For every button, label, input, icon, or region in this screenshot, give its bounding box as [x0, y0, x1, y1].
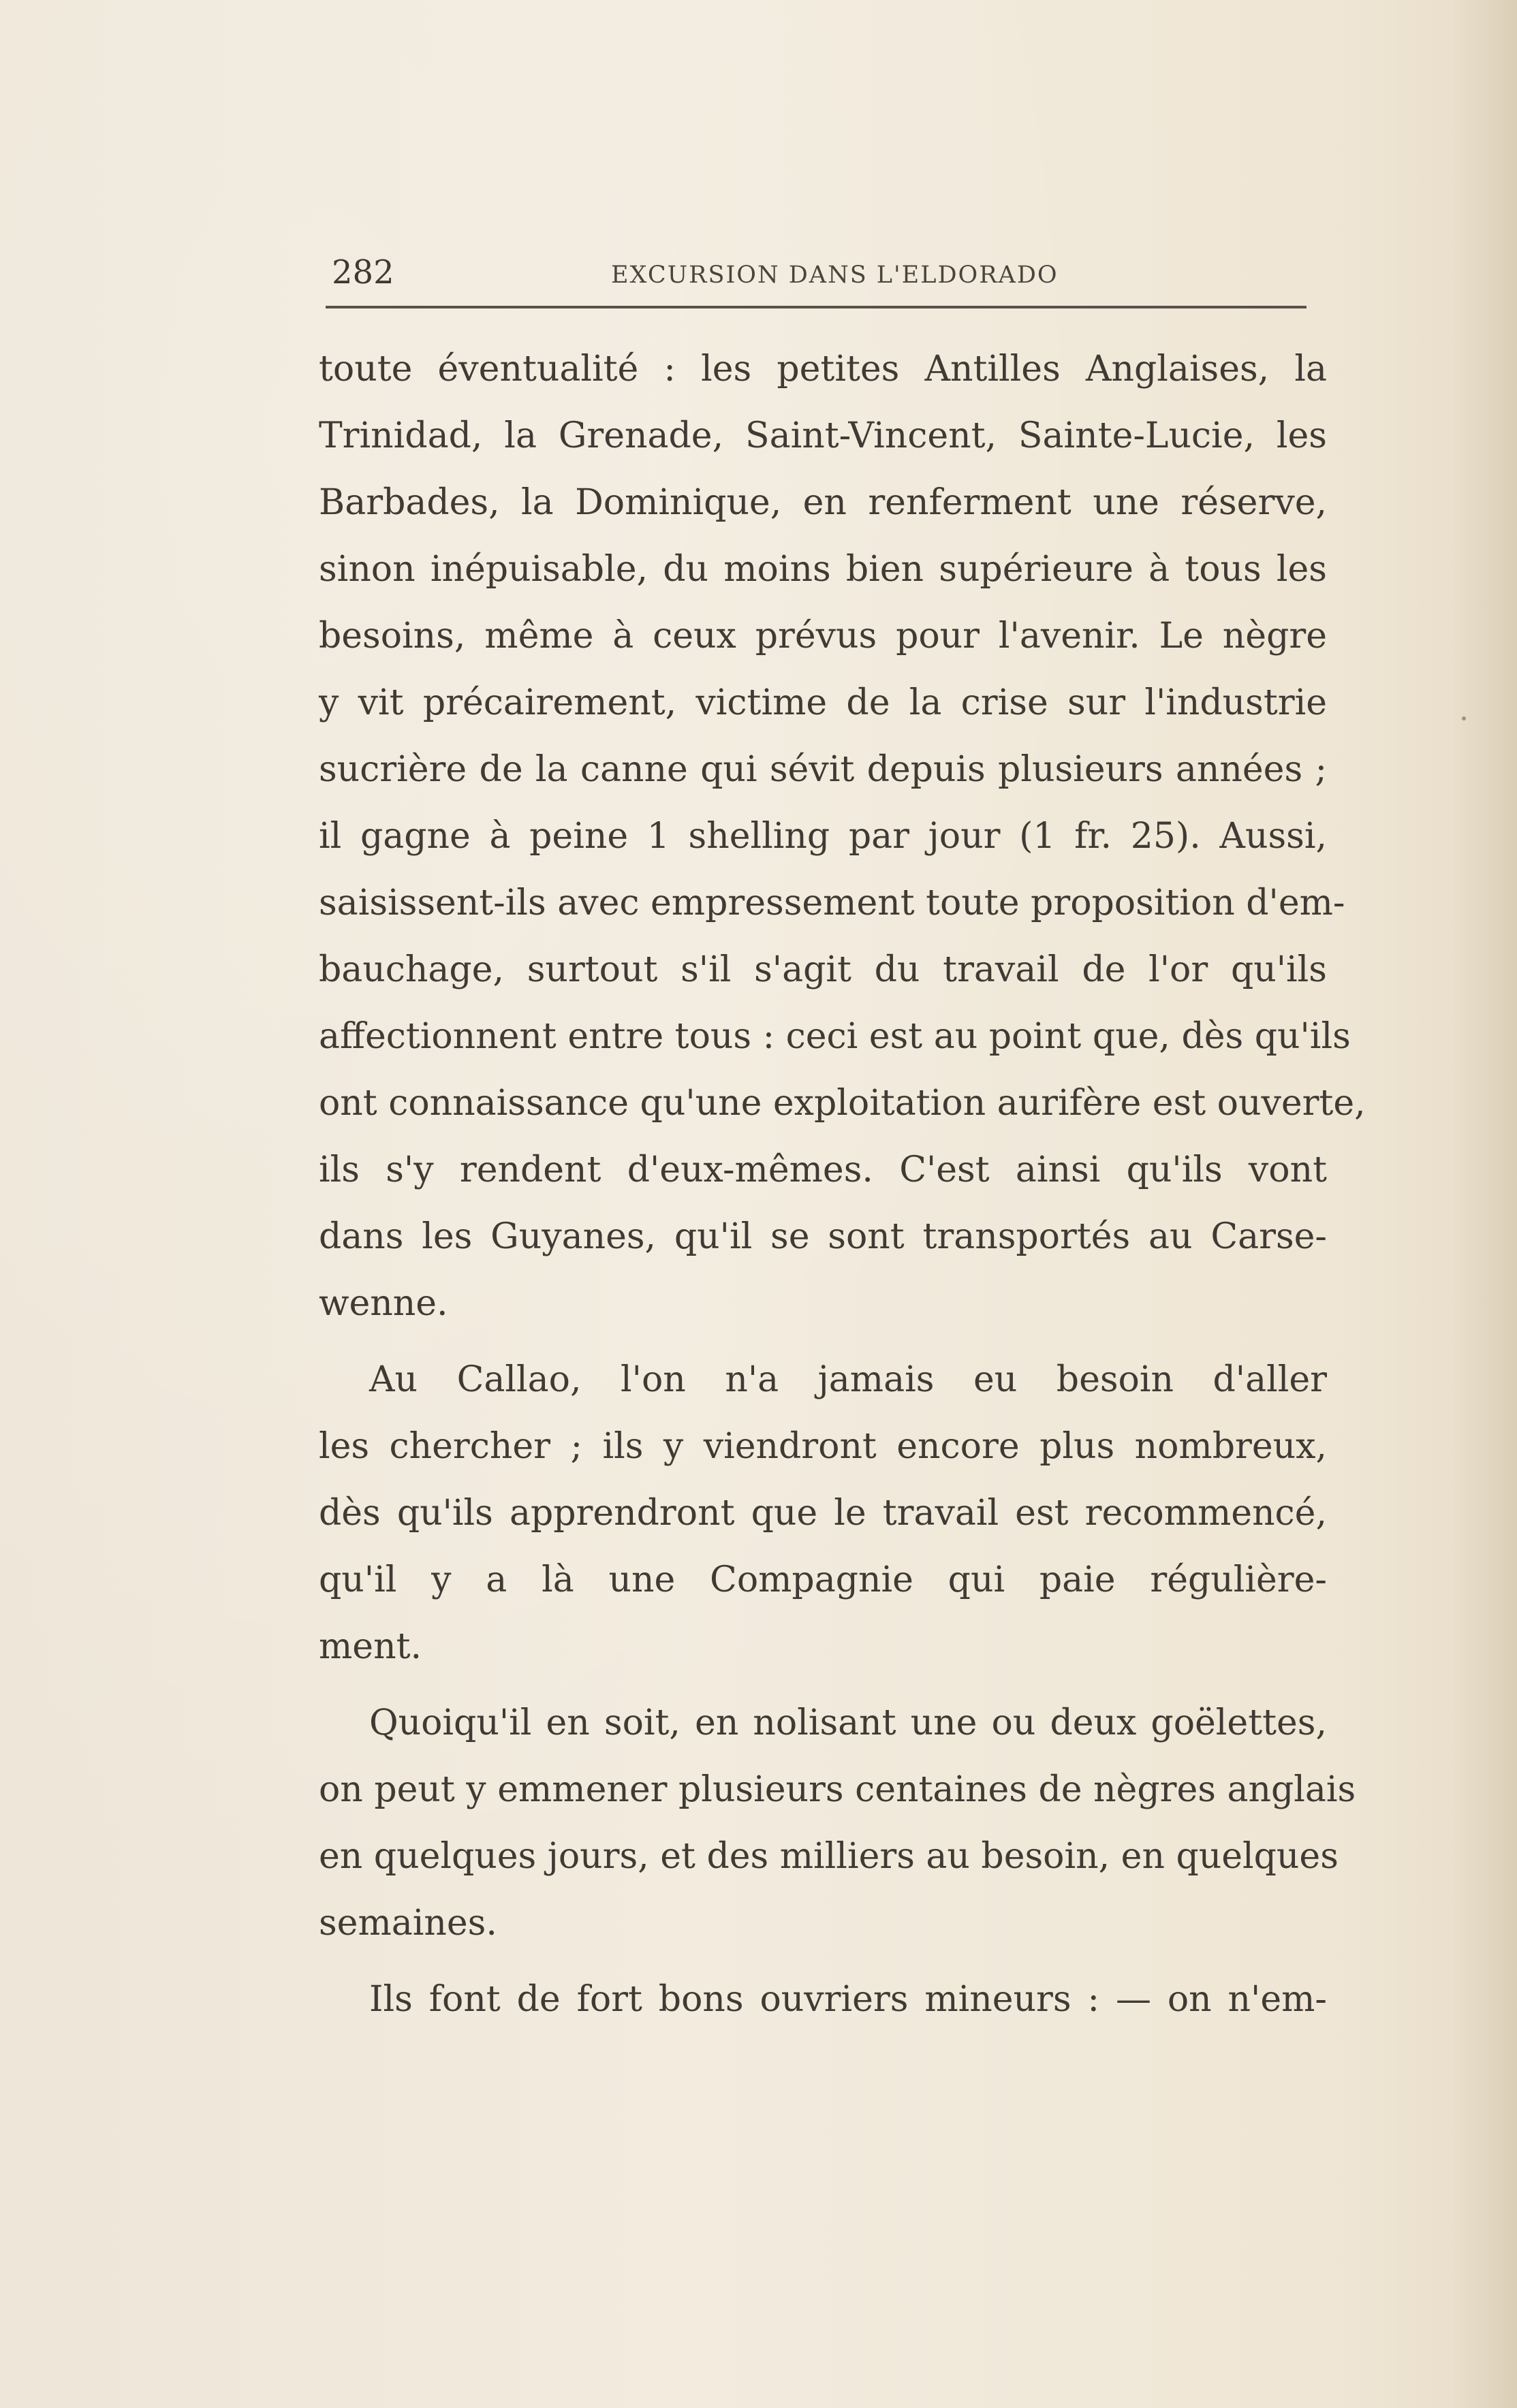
- page-edge-shadow: [1452, 0, 1517, 2408]
- text-line: y vit précairement, victime de la crise sur l'industrie: [319, 682, 1327, 723]
- text-line: qu'il y a là une Compagnie qui paie régulière-: [319, 1559, 1327, 1600]
- text-line: wenne.: [319, 1283, 448, 1324]
- text-line: ont connaissance qu'une exploitation aurifère est ouverte,: [319, 1083, 1366, 1124]
- paragraph-gap: [319, 1956, 1327, 1966]
- text-line: semaines.: [319, 1903, 497, 1944]
- text-line: dans les Guyanes, qu'il se sont transportés au Carse-: [319, 1216, 1327, 1257]
- text-line: saisissent-ils avec empressement toute proposition d'em-: [319, 883, 1345, 923]
- paragraph-gap: [319, 1337, 1327, 1346]
- text-line: sucrière de la canne qui sévit depuis plusieurs années ;: [319, 749, 1327, 790]
- text-line: sinon inépuisable, du moins bien supérieure à tous les: [319, 549, 1327, 590]
- paragraph-gap: [319, 1680, 1327, 1690]
- text-line: les chercher ; ils y viendront encore plus nombreux,: [319, 1426, 1327, 1467]
- text-line: bauchage, surtout s'il s'agit du travail de l'or qu'ils: [319, 949, 1327, 990]
- text-line: Trinidad, la Grenade, Saint-Vincent, Sainte-Lucie, les: [319, 415, 1327, 456]
- text-line: ment.: [319, 1626, 422, 1667]
- text-line: toute éventualité : les petites Antilles Anglaises, la: [319, 349, 1327, 390]
- page-header: [332, 252, 1306, 306]
- text-line: en quelques jours, et des milliers au besoin, en quelques: [319, 1836, 1339, 1877]
- text-line: Quoiqu'il en soit, en nolisant une ou deux goëlettes,: [369, 1702, 1327, 1743]
- text-line: besoins, même à ceux prévus pour l'avenir. Le nègre: [319, 616, 1327, 656]
- text-line: dès qu'ils apprendront que le travail est recommencé,: [319, 1493, 1327, 1534]
- text-line: Ils font de fort bons ouvriers mineurs : — on n'em-: [369, 1979, 1327, 2020]
- text-line: ils s'y rendent d'eux-mêmes. C'est ainsi qu'ils vont: [319, 1150, 1327, 1190]
- text-line: affectionnent entre tous : ceci est au point que, dès qu'ils: [319, 1016, 1351, 1057]
- text-line: il gagne à peine 1 shelling par jour (1 fr. 25). Aussi,: [319, 816, 1327, 857]
- text-line: on peut y emmener plusieurs centaines de nègres anglais: [319, 1769, 1356, 1810]
- body-text: [319, 336, 1366, 2033]
- paper-speck: [1462, 716, 1466, 720]
- running-title: EXCURSION DANS L'ELDORADO: [611, 262, 1059, 289]
- text-line: Barbades, la Dominique, en renferment une réserve,: [319, 482, 1327, 523]
- text-line: Au Callao, l'on n'a jamais eu besoin d'aller: [369, 1359, 1327, 1400]
- page-number: 282: [332, 253, 394, 291]
- header-rule: [326, 306, 1307, 308]
